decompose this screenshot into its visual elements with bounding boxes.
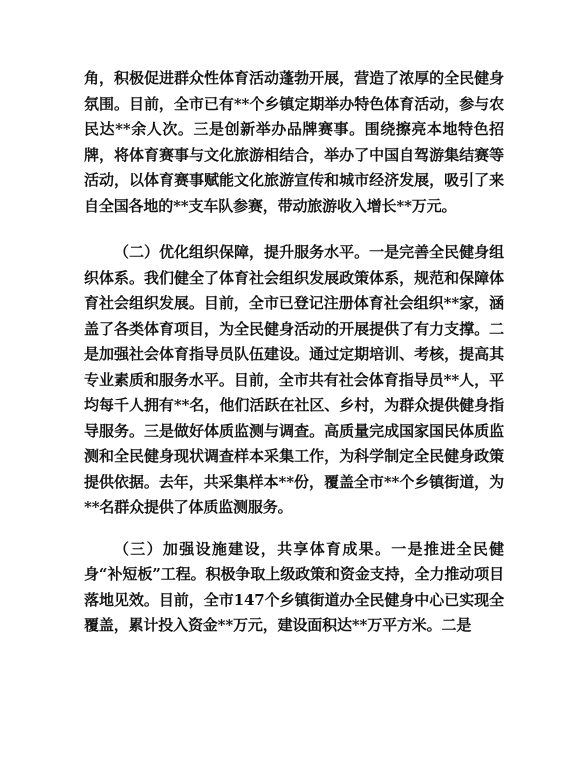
document-page [84,66,504,639]
paragraph-3: （三）加强设施建设，共享体育成果。一是推进全民健身“补短板”工程。积极争取上级政策和资金支持，全力推动项目落地见效。目前，全市147个乡镇街道办全民健身中心已实现全覆盖，累计投入资金**万元，建设面积达**万平方米。二是 [84,539,504,634]
paragraph-spacer [84,521,504,537]
paragraph-spacer [84,219,504,240]
paragraph-1: 角，积极促进群众性体育活动蓬勃开展，营造了浓厚的全民健身氛围。目前，全市已有**个乡镇定期举办特色体育活动，参与农民达**余人次。三是创新举办品牌赛事。围绕擦亮本地特色招牌，将体育赛事与文化旅游相结合，举办了中国自驾游集结赛等活动，以体育赛事赋能文化旅游宣传和城市经济发展，吸引了来自全国各地的**支车队参赛，带动旅游收入增长**万元。 [84,69,504,215]
paragraph-2: （二）优化组织保障，提升服务水平。一是完善全民健身组织体系。我们健全了体育社会组织发展政策体系，规范和保障体育社会组织发展。目前，全市已登记注册体育社会组织**家，涵盖了各类体育项目，为全民健身活动的开展提供了有力支撑。二是加强社会体育指导员队伍建设。通过定期培训、考核，提高其专业素质和服务水平。目前，全市共有社会体育指导员**人，平均每千人拥有**名，他们活跃在社区、乡村，为群众提供健身指导服务。三是做好体质监测与调查。高质量完成国家国民体质监测和全民健身现状调查样本采集工作，为科学制定全民健身政策提供依据。去年，共采集样本**份，覆盖全市**个乡镇街道，为**名群众提供了体质监测服务。 [84,243,504,516]
